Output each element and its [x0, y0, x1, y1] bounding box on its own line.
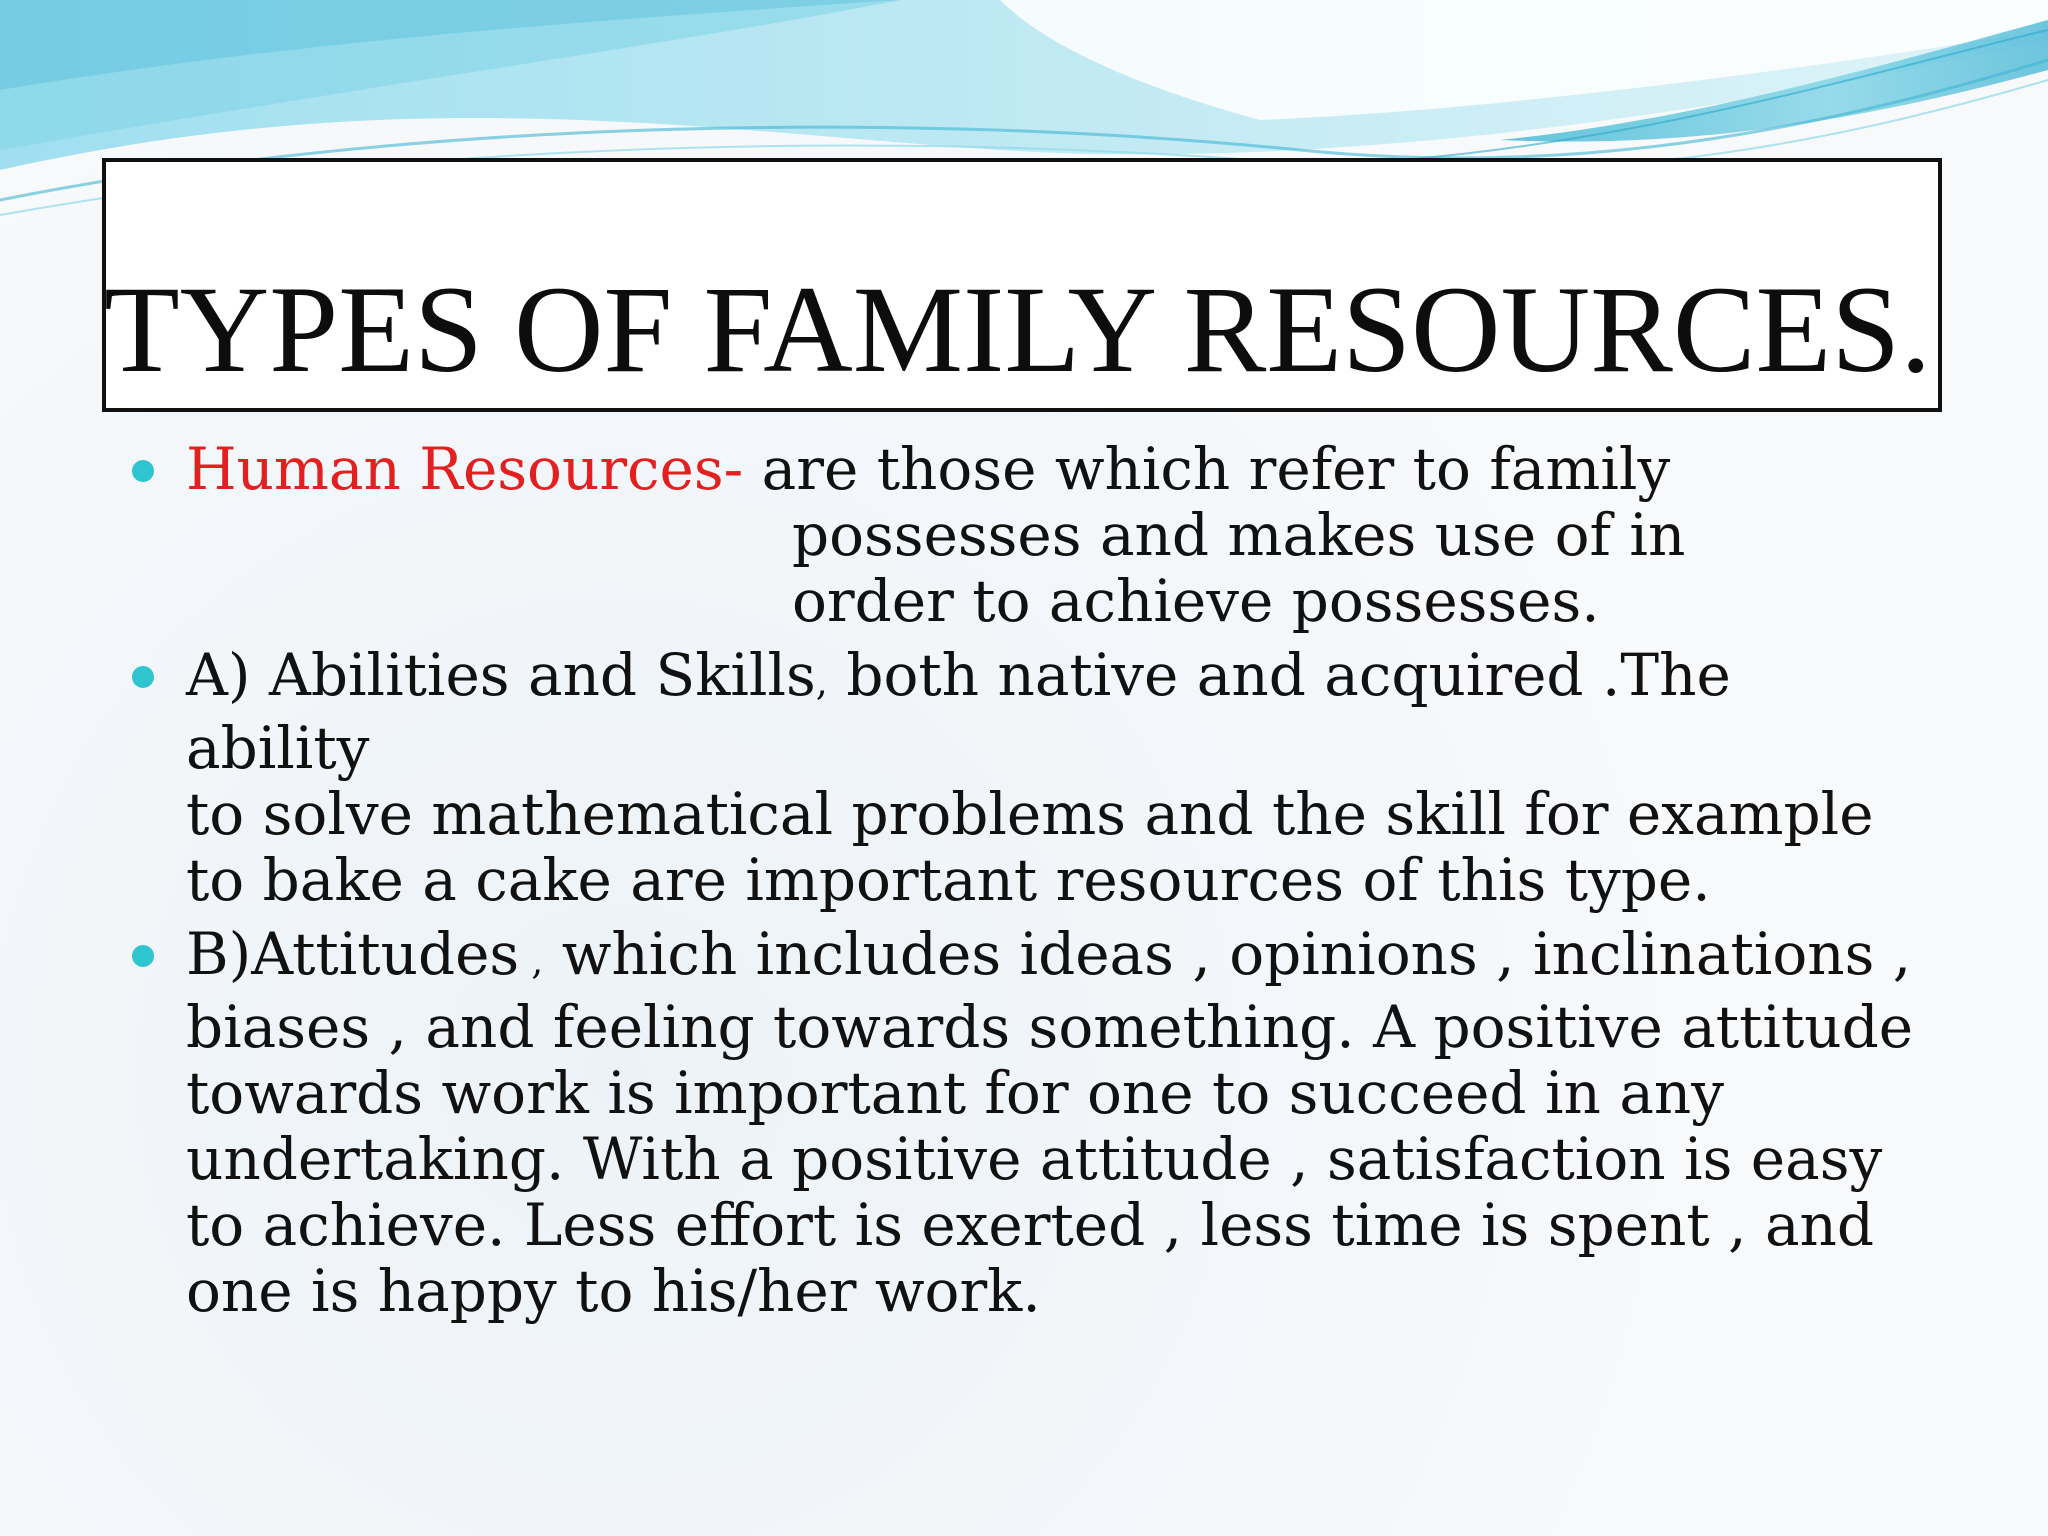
bullet-text-line: towards work is important for one to succeed in any: [186, 1059, 1725, 1127]
bullet-text-line: biases , and feeling towards something. A positive attitude: [186, 993, 1914, 1061]
bullet-text-line: undertaking. With a positive attitude , satisfaction is easy: [186, 1125, 1883, 1193]
bullet-text-line: order to achieve possesses.: [792, 567, 1600, 635]
bullet-list: [128, 436, 1928, 1324]
bullet-human-resources: [128, 436, 1928, 634]
comma: ,: [815, 660, 828, 704]
bullet-text-line: one is happy to his/her work.: [186, 1257, 1041, 1325]
bullet-text-line: to achieve. Less effort is exerted , less time is spent , and: [186, 1191, 1875, 1259]
bullet-abilities-skills: [128, 642, 1928, 913]
comma: ,: [519, 939, 544, 983]
bullet-dot-icon: [132, 945, 154, 967]
slide-title: TYPES OF FAMILY RESOURCES.: [104, 261, 1932, 398]
bullet-attitudes: [128, 921, 1928, 1324]
term-attitudes: B)Attitudes: [186, 920, 520, 988]
term-human-resources: Human Resources-: [186, 435, 744, 503]
bullet-dot-icon: [132, 666, 154, 688]
bullet-text-line: to bake a cake are important resources of this type.: [186, 846, 1711, 914]
bullet-dot-icon: [132, 460, 154, 482]
bullet-text-line: to solve mathematical problems and the skill for example: [186, 780, 1874, 848]
bullet-text-line: are those which refer to family: [761, 435, 1671, 503]
slide-content: [128, 436, 1928, 1332]
bullet-text-line: possesses and makes use of in: [792, 501, 1686, 569]
bullet-text-line: both native and acquired .The ability: [186, 641, 1731, 782]
bullet-text-line: which includes ideas , opinions , inclinations ,: [561, 920, 1912, 988]
term-abilities-skills: A) Abilities and Skills: [186, 641, 816, 709]
